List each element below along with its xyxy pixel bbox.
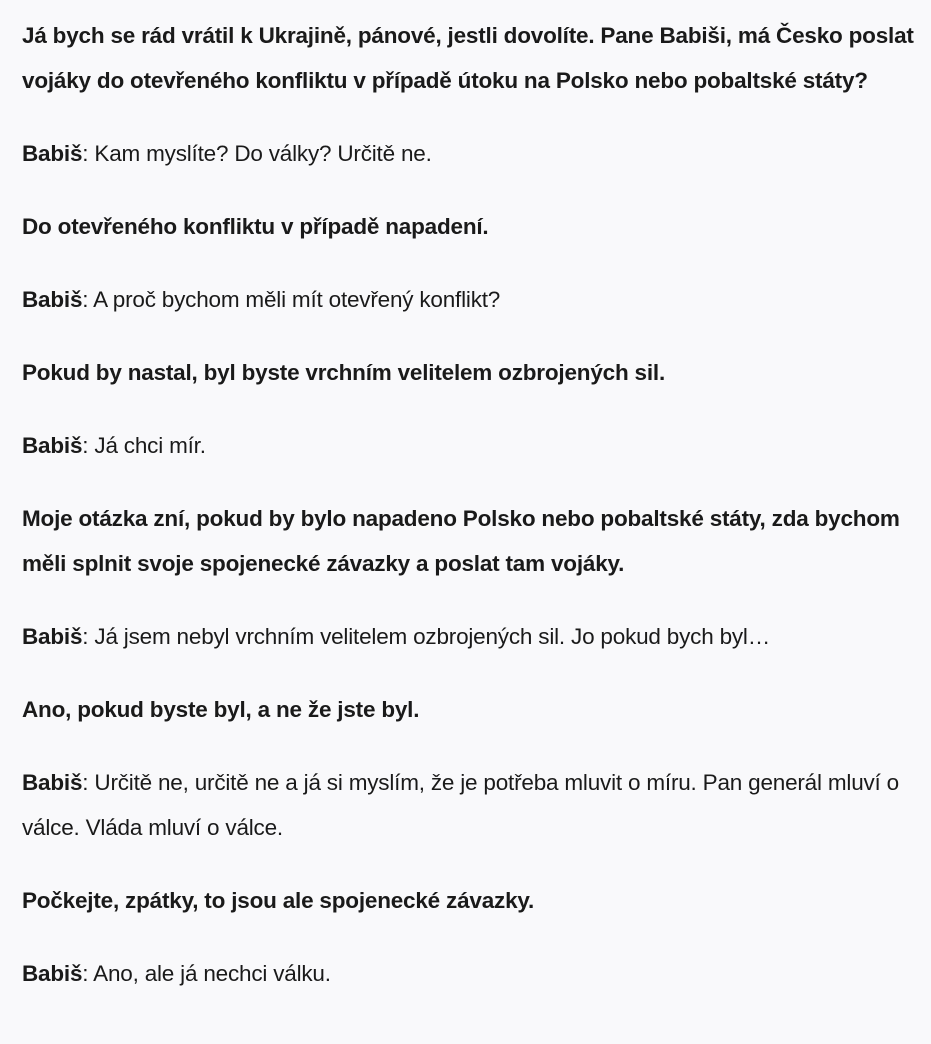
speaker-name: Babiš xyxy=(22,624,83,649)
interviewer-question-2 xyxy=(22,204,921,249)
speaker-name: Babiš xyxy=(22,770,83,795)
question-text: Moje otázka zní, pokud by bylo napadeno Polsko nebo pobaltské státy, zda bychom měli splnit svoje spojenecké závazky a poslat tam vojáky. xyxy=(22,506,900,576)
babis-answer-4: Babiš: Já jsem nebyl vrchním velitelem ozbrojených sil. Jo pokud bych byl… xyxy=(22,624,771,649)
interviewer-question-5 xyxy=(22,687,921,732)
question-text: Počkejte, zpátky, to jsou ale spojenecké závazky. xyxy=(22,888,535,913)
babis-answer-5: Babiš: Určitě ne, určitě ne a já si myslím, že je potřeba mluvit o míru. Pan generál mluví o válce. Vláda mluví o válce. xyxy=(22,770,899,840)
answer-text: Já chci mír. xyxy=(94,433,206,458)
babis-answer-1: Babiš: Kam myslíte? Do války? Určitě ne. xyxy=(22,141,432,166)
answer-text: Určitě ne, určitě ne a já si myslím, že je potřeba mluvit o míru. Pan generál mluví o válce. Vláda mluví o válce. xyxy=(22,770,899,840)
interviewer-question-4 xyxy=(22,496,921,586)
question-text: Ano, pokud byste byl, a ne že jste byl. xyxy=(22,697,420,722)
answer-text: A proč bychom měli mít otevřený konflikt? xyxy=(93,287,501,312)
speaker-name: Babiš xyxy=(22,287,83,312)
speaker-name: Babiš xyxy=(22,433,83,458)
babis-answer-2: Babiš: A proč bychom měli mít otevřený konflikt? xyxy=(22,287,501,312)
interviewer-question-3 xyxy=(22,350,921,395)
question-text: Do otevřeného konfliktu v případě napadení. xyxy=(22,214,489,239)
speaker-name: Babiš xyxy=(22,141,83,166)
question-text: Já bych se rád vrátil k Ukrajině, pánové, jestli dovolíte. Pane Babiši, má Česko poslat vojáky do otevřeného konfliktu v případě útoku na Polsko nebo pobaltské státy? xyxy=(22,23,914,93)
interviewer-question-1 xyxy=(22,13,921,103)
babis-answer-6: Babiš: Ano, ale já nechci válku. xyxy=(22,961,331,986)
answer-text: Já jsem nebyl vrchním velitelem ozbrojených sil. Jo pokud bych byl… xyxy=(94,624,771,649)
answer-text: Ano, ale já nechci válku. xyxy=(93,961,331,986)
interviewer-question-6 xyxy=(22,878,921,923)
speaker-name: Babiš xyxy=(22,961,83,986)
question-text: Pokud by nastal, byl byste vrchním velitelem ozbrojených sil. xyxy=(22,360,666,385)
babis-answer-3: Babiš: Já chci mír. xyxy=(22,433,206,458)
answer-text: Kam myslíte? Do války? Určitě ne. xyxy=(94,141,432,166)
